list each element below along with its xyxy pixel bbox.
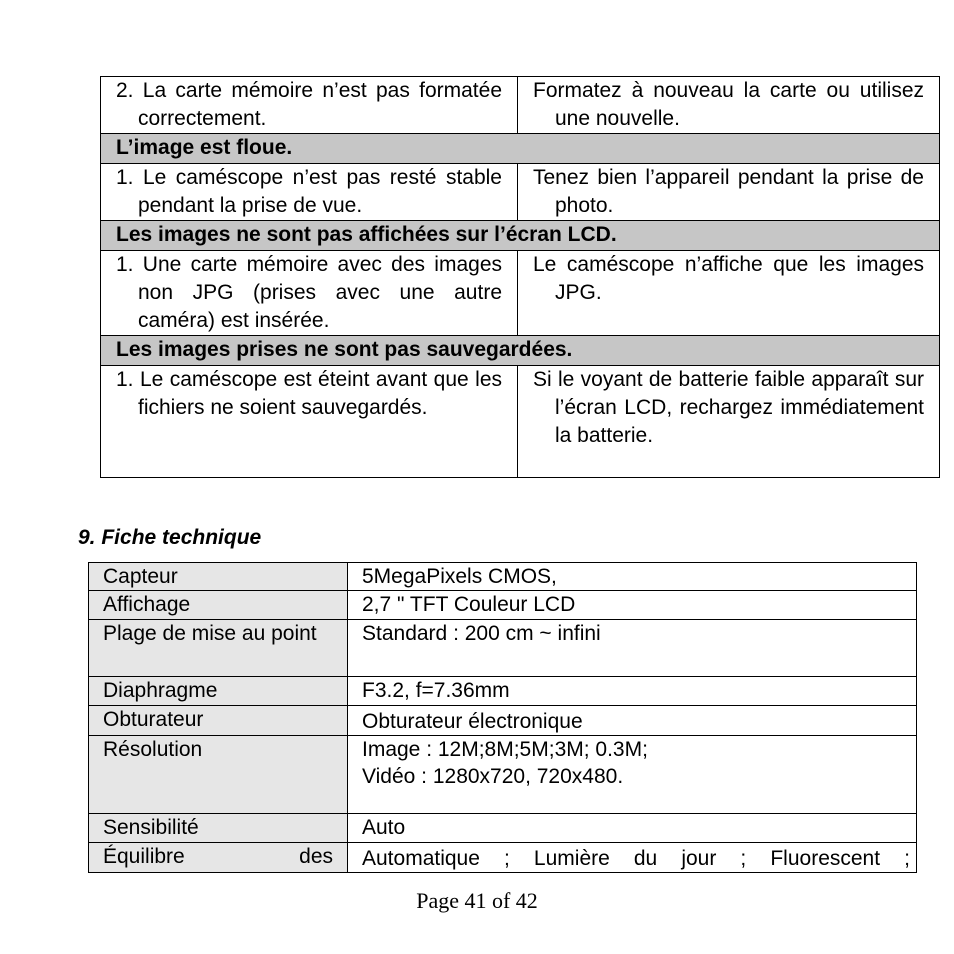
spec-value: F3.2, f=7.36mm (348, 677, 917, 706)
section-header: L’image est floue. (101, 134, 940, 164)
spec-row (89, 677, 917, 706)
section-header: Les images prises ne sont pas sauvegardées. (101, 336, 940, 366)
spec-value: Image : 12M;8M;5M;3M; 0.3M; Vidéo : 1280x720, 720x480. (348, 736, 917, 814)
solution-cell: Formatez à nouveau la carte ou utilisez une nouvelle. (518, 77, 940, 134)
solution-cell: Le caméscope n’affiche que les images JPG. (518, 251, 940, 336)
table-row (101, 77, 940, 134)
cause-cell: 1. Une carte mémoire avec des images non JPG (prises avec une autre caméra) est insérée. (101, 251, 518, 336)
section-heading: 9. Fiche technique (78, 526, 262, 549)
spec-label: Affichage (89, 591, 348, 620)
table-row (101, 251, 940, 336)
spec-value: Obturateur électronique (348, 706, 917, 736)
spec-row (89, 620, 917, 677)
spec-row (89, 814, 917, 843)
cause-cell: 1. Le caméscope est éteint avant que les fichiers ne soient sauvegardés. (101, 366, 518, 478)
spec-label: Capteur (89, 563, 348, 591)
section-header: Les images ne sont pas affichées sur l’écran LCD. (101, 221, 940, 251)
table-row (101, 164, 940, 221)
table-row (101, 366, 940, 478)
solution-cell: Tenez bien l’appareil pendant la prise de photo. (518, 164, 940, 221)
spec-table (88, 562, 917, 873)
section-header-row (101, 221, 940, 251)
spec-row (89, 591, 917, 620)
spec-value: 5MegaPixels CMOS, (348, 563, 917, 591)
spec-label: Résolution (89, 736, 348, 814)
spec-value: Automatique ; Lumière du jour ; Fluorescent ; (348, 843, 917, 873)
cause-cell: 2. La carte mémoire n’est pas formatée correctement. (101, 77, 518, 134)
spec-row (89, 843, 917, 873)
spec-label: Obturateur (89, 706, 348, 736)
section-header-row (101, 336, 940, 366)
page-footer: Page 41 of 42 (416, 888, 538, 913)
spec-label: Diaphragme (89, 677, 348, 706)
spec-row (89, 736, 917, 814)
section-header-row (101, 134, 940, 164)
spec-label: Équilibre des (89, 843, 348, 873)
troubleshooting-table (100, 76, 940, 478)
solution-cell: Si le voyant de batterie faible apparaît sur l’écran LCD, rechargez immédiatement la batterie. (518, 366, 940, 478)
cause-cell: 1. Le caméscope n’est pas resté stable pendant la prise de vue. (101, 164, 518, 221)
spec-row (89, 706, 917, 736)
spec-row (89, 563, 917, 591)
spec-value: Auto (348, 814, 917, 843)
spec-label: Sensibilité (89, 814, 348, 843)
spec-value: Standard : 200 cm ~ infini (348, 620, 917, 677)
spec-value: 2,7 " TFT Couleur LCD (348, 591, 917, 620)
spec-label: Plage de mise au point (89, 620, 348, 677)
